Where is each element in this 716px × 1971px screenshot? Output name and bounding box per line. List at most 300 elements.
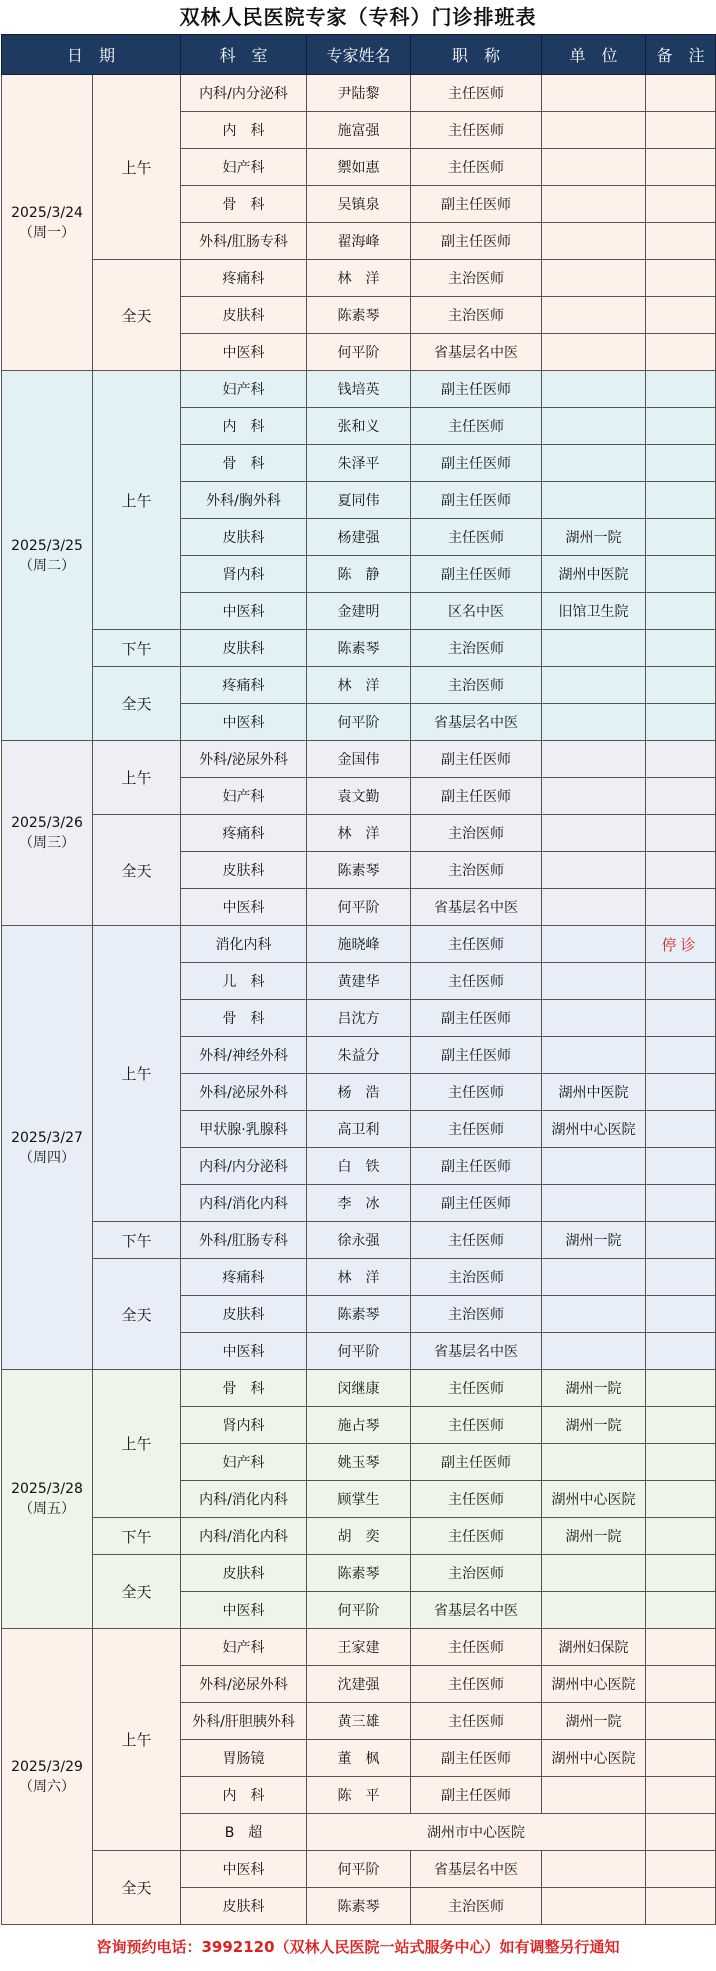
expert-name-cell: 陈 静 xyxy=(307,556,411,593)
period-cell: 全天 xyxy=(93,815,181,926)
expert-name-cell: 翟海峰 xyxy=(307,223,411,260)
unit-cell xyxy=(542,149,646,186)
dept-cell: 内科/内分泌科 xyxy=(181,75,307,112)
expert-name-cell: 禦如惠 xyxy=(307,149,411,186)
table-row xyxy=(2,1851,716,1888)
table-row xyxy=(2,926,716,963)
note-cell xyxy=(646,1629,716,1666)
dept-cell: 妇产科 xyxy=(181,371,307,408)
title-cell: 区名中医 xyxy=(411,593,542,630)
unit-cell xyxy=(542,482,646,519)
date-cell xyxy=(2,371,93,741)
unit-cell xyxy=(542,186,646,223)
unit-cell xyxy=(542,630,646,667)
note-cell xyxy=(646,1407,716,1444)
unit-cell xyxy=(542,112,646,149)
dept-cell: 内 科 xyxy=(181,408,307,445)
dept-cell: 外科/泌尿外科 xyxy=(181,741,307,778)
unit-cell xyxy=(542,1148,646,1185)
table-row xyxy=(2,371,716,408)
dept-cell: B 超 xyxy=(181,1814,307,1851)
dept-cell: 外科/神经外科 xyxy=(181,1037,307,1074)
unit-cell: 湖州中心医院 xyxy=(542,1481,646,1518)
dept-cell: 疼痛科 xyxy=(181,815,307,852)
note-cell xyxy=(646,1481,716,1518)
unit-cell xyxy=(542,1037,646,1074)
note-cell xyxy=(646,889,716,926)
dept-cell: 骨 科 xyxy=(181,445,307,482)
unit-cell xyxy=(542,1555,646,1592)
title-cell: 主任医师 xyxy=(411,1407,542,1444)
table-row xyxy=(2,630,716,667)
note-cell xyxy=(646,1333,716,1370)
expert-name-cell: 朱益分 xyxy=(307,1037,411,1074)
expert-name-cell: 何平阶 xyxy=(307,334,411,371)
expert-name-cell: 陈素琴 xyxy=(307,1888,411,1925)
table-row xyxy=(2,260,716,297)
header-expert: 专家姓名 xyxy=(307,35,411,75)
expert-name-cell: 徐永强 xyxy=(307,1222,411,1259)
period-cell: 上午 xyxy=(93,926,181,1222)
title-cell: 主治医师 xyxy=(411,852,542,889)
note-cell xyxy=(646,1592,716,1629)
unit-cell xyxy=(542,889,646,926)
expert-name-cell: 董 枫 xyxy=(307,1740,411,1777)
expert-name-cell: 施占琴 xyxy=(307,1407,411,1444)
title-cell: 主任医师 xyxy=(411,1629,542,1666)
dept-cell: 皮肤科 xyxy=(181,1888,307,1925)
unit-cell: 湖州一院 xyxy=(542,519,646,556)
note-cell xyxy=(646,1370,716,1407)
title-cell: 主治医师 xyxy=(411,630,542,667)
title-cell: 副主任医师 xyxy=(411,223,542,260)
dept-cell: 疼痛科 xyxy=(181,1259,307,1296)
expert-name-cell: 王家建 xyxy=(307,1629,411,1666)
dept-cell: 中医科 xyxy=(181,1333,307,1370)
note-cell xyxy=(646,1555,716,1592)
note-cell xyxy=(646,1074,716,1111)
title-cell: 副主任医师 xyxy=(411,556,542,593)
unit-cell xyxy=(542,926,646,963)
note-cell xyxy=(646,1296,716,1333)
title-cell: 主任医师 xyxy=(411,963,542,1000)
period-cell: 全天 xyxy=(93,667,181,741)
dept-cell: 外科/泌尿外科 xyxy=(181,1666,307,1703)
date-cell xyxy=(2,926,93,1370)
title-cell: 省基层名中医 xyxy=(411,1333,542,1370)
note-cell xyxy=(646,1703,716,1740)
page-title: 双林人民医院专家（专科）门诊排班表 xyxy=(179,5,537,29)
title-cell: 主治医师 xyxy=(411,1555,542,1592)
unit-cell: 湖州一院 xyxy=(542,1370,646,1407)
header-title: 职 称 xyxy=(411,35,542,75)
expert-name-cell: 施富强 xyxy=(307,112,411,149)
expert-name-cell: 白 铁 xyxy=(307,1148,411,1185)
dept-cell: 内 科 xyxy=(181,1777,307,1814)
table-row xyxy=(2,1629,716,1666)
expert-name-cell: 何平阶 xyxy=(307,1333,411,1370)
date-cell xyxy=(2,1629,93,1925)
date-text: 2025/3/28 xyxy=(11,1481,83,1497)
note-cell: 停诊 xyxy=(646,926,716,963)
note-cell xyxy=(646,556,716,593)
note-cell xyxy=(646,741,716,778)
table-header-row xyxy=(2,35,716,75)
dept-cell: 中医科 xyxy=(181,593,307,630)
expert-name-cell: 夏同伟 xyxy=(307,482,411,519)
expert-name-cell: 何平阶 xyxy=(307,1851,411,1888)
dept-cell: 外科/肛肠专科 xyxy=(181,223,307,260)
expert-name-cell: 施晓峰 xyxy=(307,926,411,963)
unit-cell: 湖州中医院 xyxy=(542,1074,646,1111)
unit-cell: 湖州中心医院 xyxy=(542,1111,646,1148)
title-cell: 主任医师 xyxy=(411,519,542,556)
table-row xyxy=(2,1518,716,1555)
note-cell xyxy=(646,1888,716,1925)
title-cell: 省基层名中医 xyxy=(411,334,542,371)
unit-cell: 湖州一院 xyxy=(542,1518,646,1555)
note-cell xyxy=(646,1222,716,1259)
weekday-text: （周三） xyxy=(19,835,75,851)
expert-name-cell: 李 冰 xyxy=(307,1185,411,1222)
note-cell xyxy=(646,112,716,149)
title-cell: 主任医师 xyxy=(411,926,542,963)
unit-cell xyxy=(542,778,646,815)
period-cell: 上午 xyxy=(93,75,181,260)
dept-cell: 外科/泌尿外科 xyxy=(181,1074,307,1111)
dept-cell: 妇产科 xyxy=(181,1444,307,1481)
expert-name-cell: 胡 奕 xyxy=(307,1518,411,1555)
dept-cell: 内 科 xyxy=(181,112,307,149)
title-cell: 主任医师 xyxy=(411,1222,542,1259)
weekday-text: （周五） xyxy=(19,1501,75,1517)
table-row xyxy=(2,75,716,112)
expert-name-cell: 闵继康 xyxy=(307,1370,411,1407)
note-cell xyxy=(646,1814,716,1851)
note-cell xyxy=(646,1148,716,1185)
unit-cell xyxy=(542,260,646,297)
title-cell: 主任医师 xyxy=(411,112,542,149)
expert-name-cell: 陈素琴 xyxy=(307,1555,411,1592)
unit-cell: 湖州中心医院 xyxy=(542,1740,646,1777)
expert-name-cell: 何平阶 xyxy=(307,1592,411,1629)
dept-cell: 外科/肝胆胰外科 xyxy=(181,1703,307,1740)
table-row xyxy=(2,1370,716,1407)
dept-cell: 中医科 xyxy=(181,334,307,371)
dept-cell: 甲状腺·乳腺科 xyxy=(181,1111,307,1148)
note-cell xyxy=(646,260,716,297)
period-cell: 下午 xyxy=(93,1222,181,1259)
title-cell: 省基层名中医 xyxy=(411,704,542,741)
note-cell xyxy=(646,1000,716,1037)
title-cell: 副主任医师 xyxy=(411,741,542,778)
expert-name-cell: 尹陆黎 xyxy=(307,75,411,112)
dept-cell: 儿 科 xyxy=(181,963,307,1000)
header-unit: 单 位 xyxy=(542,35,646,75)
dept-cell: 中医科 xyxy=(181,704,307,741)
date-text: 2025/3/25 xyxy=(11,537,83,554)
expert-name-cell: 高卫利 xyxy=(307,1111,411,1148)
unit-cell xyxy=(542,223,646,260)
header-date: 日 期 xyxy=(2,35,181,75)
dept-cell: 皮肤科 xyxy=(181,519,307,556)
unit-cell xyxy=(542,408,646,445)
schedule-body xyxy=(2,75,716,1925)
period-cell: 下午 xyxy=(93,630,181,667)
note-cell xyxy=(646,519,716,556)
note-cell xyxy=(646,445,716,482)
dept-cell: 皮肤科 xyxy=(181,630,307,667)
note-cell xyxy=(646,186,716,223)
dept-cell: 皮肤科 xyxy=(181,1555,307,1592)
expert-name-cell: 陈 平 xyxy=(307,1777,411,1814)
title-cell: 主任医师 xyxy=(411,1111,542,1148)
note-cell xyxy=(646,1185,716,1222)
title-cell: 副主任医师 xyxy=(411,1777,542,1814)
note-cell xyxy=(646,1518,716,1555)
note-cell xyxy=(646,704,716,741)
title-cell: 副主任医师 xyxy=(411,186,542,223)
title-cell: 主任医师 xyxy=(411,1703,542,1740)
title-cell: 主任医师 xyxy=(411,1074,542,1111)
expert-name-cell: 金国伟 xyxy=(307,741,411,778)
unit-cell xyxy=(542,667,646,704)
unit-cell xyxy=(542,1592,646,1629)
title-cell: 主治医师 xyxy=(411,297,542,334)
dept-cell: 外科/肛肠专科 xyxy=(181,1222,307,1259)
dept-cell: 中医科 xyxy=(181,1851,307,1888)
expert-name-cell: 吕沈方 xyxy=(307,1000,411,1037)
unit-cell: 湖州中心医院 xyxy=(542,1666,646,1703)
title-cell: 主任医师 xyxy=(411,1370,542,1407)
unit-cell xyxy=(542,445,646,482)
dept-cell: 胃肠镜 xyxy=(181,1740,307,1777)
dept-cell: 妇产科 xyxy=(181,778,307,815)
expert-name-cell: 吴镇泉 xyxy=(307,186,411,223)
dept-cell: 外科/胸外科 xyxy=(181,482,307,519)
expert-name-cell: 陈素琴 xyxy=(307,630,411,667)
merged-unit-cell: 湖州市中心医院 xyxy=(307,1814,646,1851)
table-row xyxy=(2,815,716,852)
title-cell: 主任医师 xyxy=(411,1481,542,1518)
period-cell: 上午 xyxy=(93,1629,181,1851)
dept-cell: 肾内科 xyxy=(181,556,307,593)
title-cell: 副主任医师 xyxy=(411,1148,542,1185)
unit-cell: 湖州一院 xyxy=(542,1407,646,1444)
title-cell: 省基层名中医 xyxy=(411,889,542,926)
dept-cell: 中医科 xyxy=(181,889,307,926)
date-cell xyxy=(2,75,93,371)
weekday-text: （周一） xyxy=(19,224,75,241)
unit-cell: 旧馆卫生院 xyxy=(542,593,646,630)
note-cell xyxy=(646,1444,716,1481)
period-cell: 全天 xyxy=(93,1259,181,1370)
title-cell: 副主任医师 xyxy=(411,445,542,482)
expert-name-cell: 顾掌生 xyxy=(307,1481,411,1518)
table-row xyxy=(2,1259,716,1296)
period-cell: 上午 xyxy=(93,371,181,630)
title-cell: 副主任医师 xyxy=(411,1037,542,1074)
dept-cell: 内科/消化内科 xyxy=(181,1481,307,1518)
expert-name-cell: 林 洋 xyxy=(307,815,411,852)
expert-name-cell: 陈素琴 xyxy=(307,852,411,889)
note-cell xyxy=(646,334,716,371)
note-cell xyxy=(646,852,716,889)
unit-cell xyxy=(542,371,646,408)
title-cell: 副主任医师 xyxy=(411,371,542,408)
dept-cell: 消化内科 xyxy=(181,926,307,963)
expert-name-cell: 黄三雄 xyxy=(307,1703,411,1740)
weekday-text: （周六） xyxy=(19,1778,75,1795)
unit-cell xyxy=(542,963,646,1000)
dept-cell: 妇产科 xyxy=(181,149,307,186)
note-cell xyxy=(646,593,716,630)
table-row xyxy=(2,741,716,778)
period-cell: 全天 xyxy=(93,1555,181,1629)
weekday-text: （周四） xyxy=(19,1149,75,1166)
date-text: 2025/3/29 xyxy=(11,1758,83,1775)
expert-name-cell: 张和义 xyxy=(307,408,411,445)
period-cell: 全天 xyxy=(93,260,181,371)
unit-cell xyxy=(542,75,646,112)
title-cell: 副主任医师 xyxy=(411,778,542,815)
unit-cell: 湖州一院 xyxy=(542,1222,646,1259)
title-cell: 副主任医师 xyxy=(411,1185,542,1222)
expert-name-cell: 姚玉琴 xyxy=(307,1444,411,1481)
note-cell xyxy=(646,223,716,260)
unit-cell: 湖州中医院 xyxy=(542,556,646,593)
expert-name-cell: 杨 浩 xyxy=(307,1074,411,1111)
title-cell: 主治医师 xyxy=(411,1296,542,1333)
dept-cell: 皮肤科 xyxy=(181,297,307,334)
dept-cell: 内科/内分泌科 xyxy=(181,1148,307,1185)
unit-cell xyxy=(542,1333,646,1370)
note-cell xyxy=(646,667,716,704)
expert-name-cell: 金建明 xyxy=(307,593,411,630)
unit-cell xyxy=(542,741,646,778)
schedule-table xyxy=(1,34,716,1925)
unit-cell xyxy=(542,1444,646,1481)
note-cell xyxy=(646,630,716,667)
expert-name-cell: 杨建强 xyxy=(307,519,411,556)
dept-cell: 皮肤科 xyxy=(181,1296,307,1333)
title-cell: 主治医师 xyxy=(411,1259,542,1296)
title-cell: 省基层名中医 xyxy=(411,1851,542,1888)
title-cell: 主治医师 xyxy=(411,667,542,704)
unit-cell xyxy=(542,1259,646,1296)
expert-name-cell: 陈素琴 xyxy=(307,1296,411,1333)
title-cell: 主任医师 xyxy=(411,408,542,445)
note-cell xyxy=(646,1259,716,1296)
title-cell: 副主任医师 xyxy=(411,1444,542,1481)
dept-cell: 骨 科 xyxy=(181,1370,307,1407)
note-cell xyxy=(646,1037,716,1074)
note-cell xyxy=(646,1851,716,1888)
unit-cell: 湖州一院 xyxy=(542,1703,646,1740)
expert-name-cell: 钱培英 xyxy=(307,371,411,408)
expert-name-cell: 袁文勤 xyxy=(307,778,411,815)
expert-name-cell: 陈素琴 xyxy=(307,297,411,334)
date-cell xyxy=(2,1370,93,1629)
header-dept: 科 室 xyxy=(181,35,307,75)
table-row xyxy=(2,1555,716,1592)
period-cell: 下午 xyxy=(93,1518,181,1555)
note-cell xyxy=(646,371,716,408)
title-cell: 副主任医师 xyxy=(411,1000,542,1037)
title-cell: 副主任医师 xyxy=(411,1740,542,1777)
unit-cell xyxy=(542,1296,646,1333)
title-cell: 主任医师 xyxy=(411,1518,542,1555)
title-cell: 主任医师 xyxy=(411,149,542,186)
table-row xyxy=(2,667,716,704)
dept-cell: 内科/消化内科 xyxy=(181,1185,307,1222)
expert-name-cell: 沈建强 xyxy=(307,1666,411,1703)
unit-cell xyxy=(542,1185,646,1222)
dept-cell: 骨 科 xyxy=(181,1000,307,1037)
title-cell: 主任医师 xyxy=(411,1666,542,1703)
note-cell xyxy=(646,1777,716,1814)
unit-cell xyxy=(542,852,646,889)
dept-cell: 内科/消化内科 xyxy=(181,1518,307,1555)
date-text: 2025/3/24 xyxy=(11,204,83,221)
note-cell xyxy=(646,1740,716,1777)
expert-name-cell: 林 洋 xyxy=(307,667,411,704)
expert-name-cell: 林 洋 xyxy=(307,260,411,297)
note-cell xyxy=(646,815,716,852)
unit-cell xyxy=(542,1851,646,1888)
expert-name-cell: 林 洋 xyxy=(307,1259,411,1296)
title-cell: 省基层名中医 xyxy=(411,1592,542,1629)
expert-name-cell: 何平阶 xyxy=(307,704,411,741)
dept-cell: 骨 科 xyxy=(181,186,307,223)
expert-name-cell: 黄建华 xyxy=(307,963,411,1000)
unit-cell: 湖州妇保院 xyxy=(542,1629,646,1666)
unit-cell xyxy=(542,1888,646,1925)
note-cell xyxy=(646,482,716,519)
dept-cell: 皮肤科 xyxy=(181,852,307,889)
note-cell xyxy=(646,1111,716,1148)
title-cell: 副主任医师 xyxy=(411,482,542,519)
date-cell xyxy=(2,741,93,926)
dept-cell: 肾内科 xyxy=(181,1407,307,1444)
dept-cell: 疼痛科 xyxy=(181,260,307,297)
unit-cell xyxy=(542,334,646,371)
unit-cell xyxy=(542,704,646,741)
note-cell xyxy=(646,149,716,186)
header-note: 备 注 xyxy=(646,35,716,75)
note-cell xyxy=(646,963,716,1000)
expert-name-cell: 朱泽平 xyxy=(307,445,411,482)
unit-cell xyxy=(542,1777,646,1814)
note-cell xyxy=(646,297,716,334)
dept-cell: 中医科 xyxy=(181,1592,307,1629)
period-cell: 全天 xyxy=(93,1851,181,1925)
unit-cell xyxy=(542,297,646,334)
note-cell xyxy=(646,408,716,445)
title-cell: 主治医师 xyxy=(411,260,542,297)
period-cell: 上午 xyxy=(93,1370,181,1518)
title-cell: 主治医师 xyxy=(411,1888,542,1925)
unit-cell xyxy=(542,1000,646,1037)
note-cell xyxy=(646,75,716,112)
table-row xyxy=(2,1222,716,1259)
note-cell xyxy=(646,1666,716,1703)
dept-cell: 疼痛科 xyxy=(181,667,307,704)
footer-notice: 咨询预约电话：3992120（双林人民医院一站式服务中心）如有调整另行通知 xyxy=(96,1938,620,1956)
title-cell: 主治医师 xyxy=(411,815,542,852)
weekday-text: （周二） xyxy=(19,557,75,574)
note-cell xyxy=(646,778,716,815)
